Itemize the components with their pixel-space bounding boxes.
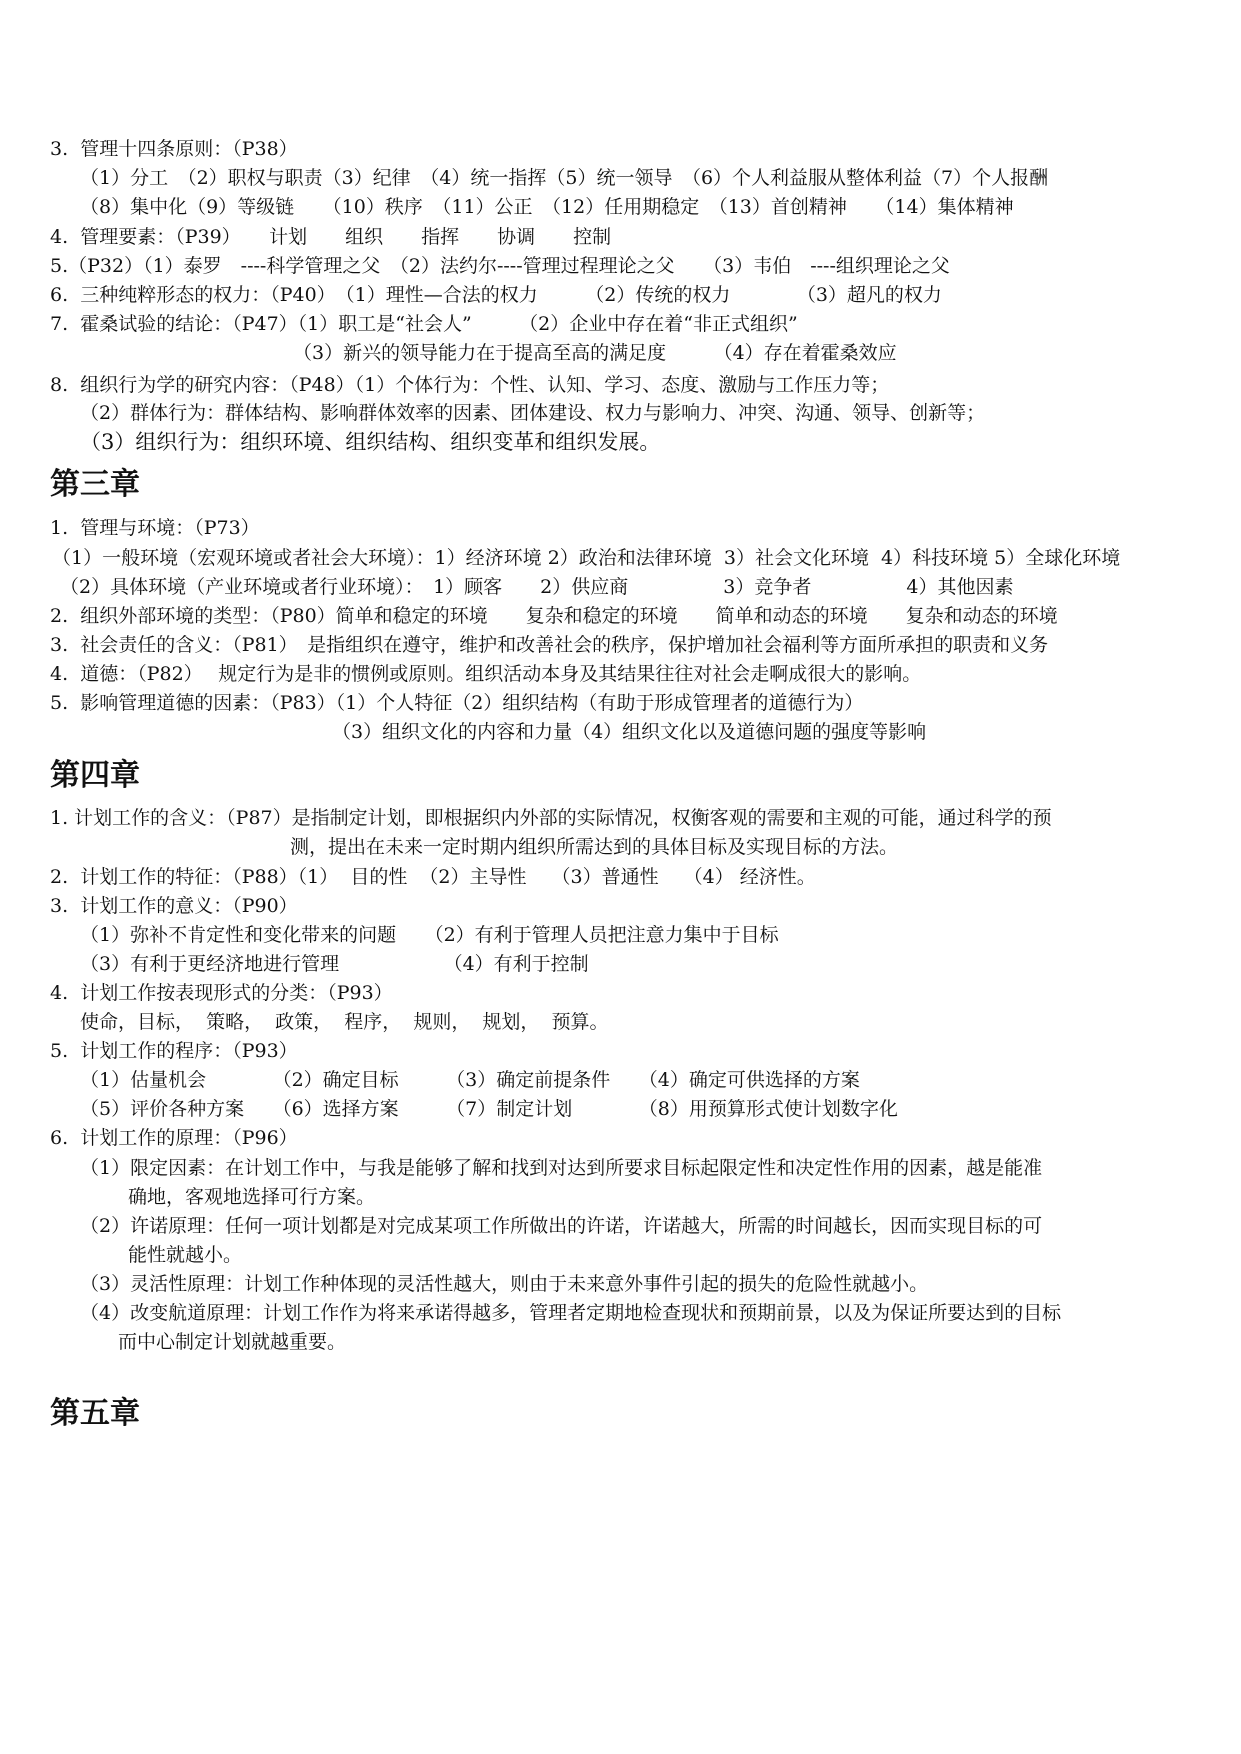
text-line: （8）集中化（9）等级链 （10）秩序 （11）公正 （12）任用期稳定 （13）首创精神 （14）集体精神: [80, 196, 1014, 218]
text-line: 测，提出在未来一定时期内组织所需达到的具体目标及实现目标的方法。: [290, 836, 899, 858]
chapter-heading: 第五章: [50, 1396, 140, 1431]
text-line: 4. 道德：（P82） 规定行为是非的惯例或原则。组织活动本身及其结果往往对社会走啊成很大的影响。: [50, 663, 922, 685]
text-line: 7. 霍桑试验的结论：（P47）（1）职工是“社会人” （2）企业中存在着“非正式组织”: [50, 313, 798, 335]
text-line: （1）限定因素：在计划工作中，与我是能够了解和找到对达到所要求目标起限定性和决定性作用的因素，越是能准: [80, 1157, 1043, 1179]
text-line: 2. 组织外部环境的类型：（P80）简单和稳定的环境 复杂和稳定的环境 简单和动态的环境 复杂和动态的环境: [50, 605, 1058, 627]
text-line: 而中心制定计划就越重要。: [118, 1331, 347, 1353]
text-line: 1. 计划工作的含义：（P87）是指制定计划，即根据织内外部的实际情况，权衡客观的需要和主观的可能，通过科学的预: [50, 807, 1052, 829]
text-line: 8. 组织行为学的研究内容：（P48）（1）个体行为：个性、认知、学习、态度、激励与工作压力等；: [50, 374, 890, 396]
text-line: （2）具体环境（产业环境或者行业环境）： 1）顾客 2）供应商 3）竞争者 4）其他因素: [60, 576, 1014, 598]
text-line: （3）灵活性原理：计划工作种体现的灵活性越大，则由于未来意外事件引起的损失的危险性就越小。: [80, 1273, 929, 1295]
text-line: （1）分工 （2）职权与职责（3）纪律 （4）统一指挥（5）统一领导 （6）个人利益服从整体利益（7）个人报酬: [80, 167, 1049, 189]
text-line: （3）组织文化的内容和力量（4）组织文化以及道德问题的强度等影响: [332, 721, 927, 743]
chapter-heading: 第三章: [50, 467, 140, 502]
text-line: 3. 社会责任的含义：（P81） 是指组织在遵守，维护和改善社会的秩序，保护增加社会福利等方面所承担的职责和义务: [50, 634, 1049, 656]
text-line: 5. 影响管理道德的因素：（P83）（1）个人特征（2）组织结构（有助于形成管理者的道德行为）: [50, 692, 864, 714]
text-line: 1. 管理与环境：（P73）: [50, 517, 260, 539]
text-line: （3）新兴的领导能力在于提高至高的满足度 （4）存在着霍桑效应: [293, 342, 897, 364]
text-line: （3）组织行为：组织环境、组织结构、组织变革和组织发展。: [80, 430, 661, 454]
text-line: （5）评价各种方案 （6）选择方案 （7）制定计划 （8）用预算形式使计划数字化: [80, 1098, 898, 1120]
text-line: 3. 管理十四条原则：（P38）: [50, 138, 298, 160]
text-line: 使命，目标， 策略， 政策， 程序， 规则， 规划， 预算。: [80, 1011, 609, 1033]
text-line: （1）估量机会 （2）确定目标 （3）确定前提条件 （4）确定可供选择的方案: [80, 1069, 860, 1091]
text-line: 2. 计划工作的特征：（P88）（1） 目的性 （2）主导性 （3）普通性 （4） 经济性。: [50, 866, 816, 888]
text-line: （2）许诺原理：任何一项计划都是对完成某项工作所做出的许诺，许诺越大，所需的时间越长，因而实现目标的可: [80, 1215, 1043, 1237]
text-line: 确地，客观地选择可行方案。: [128, 1186, 376, 1208]
chapter-heading: 第四章: [50, 758, 140, 793]
text-line: 6. 计划工作的原理：（P96）: [50, 1127, 298, 1149]
text-line: 5. 计划工作的程序：（P93）: [50, 1040, 298, 1062]
text-line: （3）有利于更经济地进行管理 （4）有利于控制: [80, 953, 589, 975]
text-line: 3. 计划工作的意义：（P90）: [50, 895, 298, 917]
text-line: 6. 三种纯粹形态的权力：（P40） （1）理性—合法的权力 （2）传统的权力 （3）超凡的权力: [50, 284, 942, 306]
text-line: （2）群体行为：群体结构、影响群体效率的因素、团体建设、权力与影响力、冲突、沟通、领导、创新等；: [80, 402, 986, 424]
text-line: 4. 管理要素：（P39） 计划 组织 指挥 协调 控制: [50, 226, 612, 248]
text-line: 4. 计划工作按表现形式的分类：（P93）: [50, 982, 393, 1004]
text-line: 能性就越小。: [128, 1244, 243, 1266]
text-line: 5.（P32）（1）泰罗 ----科学管理之父 （2）法约尔----管理过程理论之父 （3）韦伯 ----组织理论之父: [50, 255, 950, 277]
text-line: （1）弥补不肯定性和变化带来的问题 （2）有利于管理人员把注意力集中于目标: [80, 924, 779, 946]
text-line: （1）一般环境（宏观环境或者社会大环境）：1）经济环境 2）政治和法律环境 3）社会文化环境 4）科技环境 5）全球化环境: [52, 547, 1121, 569]
text-line: （4）改变航道原理：计划工作作为将来承诺得越多，管理者定期地检查现状和预期前景，以及为保证所要达到的目标: [80, 1302, 1062, 1324]
